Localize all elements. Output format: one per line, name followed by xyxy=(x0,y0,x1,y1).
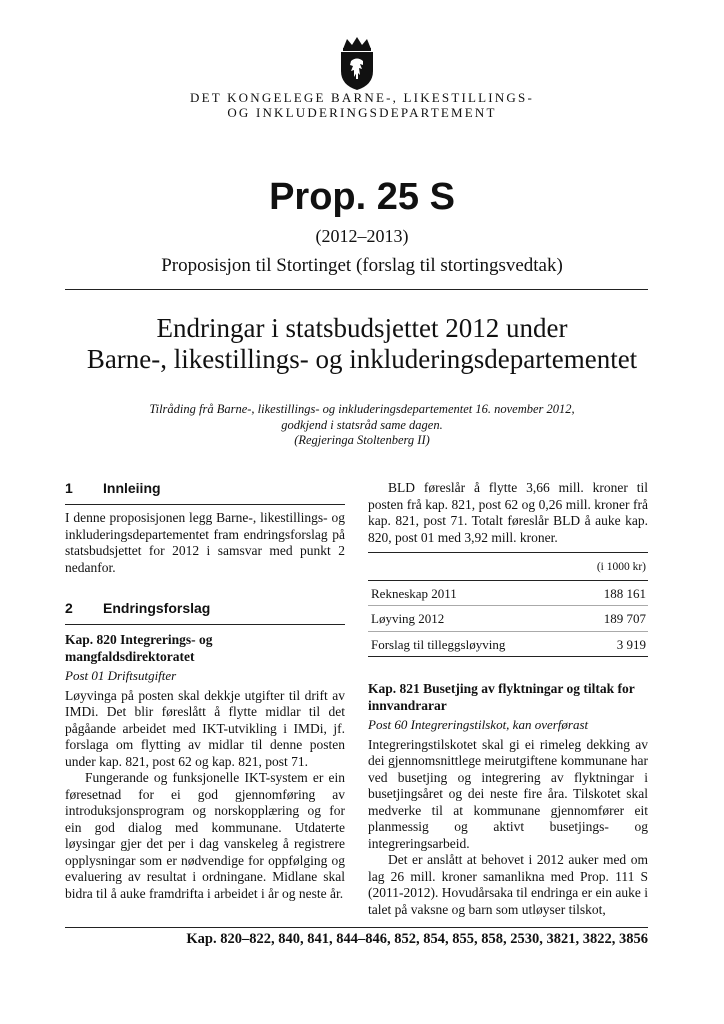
table-cell-label: Løyving 2012 xyxy=(371,611,445,626)
footer-divider xyxy=(65,927,648,928)
section-heading-endringsforslag xyxy=(65,600,345,625)
post-heading: Post 01 Driftsutgifter xyxy=(65,668,177,683)
section-title: Endringsforslag xyxy=(103,600,211,616)
table-cell-label: Forslag til tilleggsløyving xyxy=(371,636,506,652)
table-row xyxy=(368,605,648,631)
coat-of-arms-icon xyxy=(335,35,379,91)
proposition-subtitle: Proposisjon til Stortinget (forslag til stortingsvedtak) xyxy=(161,255,563,276)
top-divider xyxy=(65,289,648,290)
body-paragraph: Fungerande og funksjonelle IKT-system er ein føresetnad for ei god gjennomføring av introduksjonsprogram og norskopplæring og for ein god dialog med kommunane. Utdaterte løysingar gjer det per i dag vanskeleg å registrere opplysningar som er nødvendige for oppfølging og evaluering av resultat i ordningane. Midlane skal bidra til å auke framdrifta i arbeidet i år og neste år. xyxy=(65,770,345,901)
body-paragraph: Løyvinga på posten skal dekkje utgifter til drift av IMDi. Det blir føreslått å flytte midlar til det pågåande arbeidet med IKT-utvikling i IMDi, jf. forslaga om flytting av midlar til denne posten under kap. 821, post 62 og kap. 821, post 71. xyxy=(65,687,345,769)
table-row xyxy=(368,581,648,606)
main-title-line2: Barne-, likestillings- og inkluderingsdepartementet xyxy=(86,344,638,374)
table-cell-label: Rekneskap 2011 xyxy=(371,585,457,601)
section-title: Innleiing xyxy=(103,480,161,496)
department-name-line2: OG INKLUDERINGSDEPARTEMENT xyxy=(227,105,497,120)
post-heading: Post 60 Integreringstilskot, kan overførast xyxy=(368,717,589,732)
main-title-line1: Endringar i statsbudsjettet 2012 under xyxy=(156,313,568,343)
body-paragraph: Integreringstilskotet skal gi ei rimeleg dekking av dei gjennomsnittlege meirutgiftene kommunane har ved busetjing og integrering av flyktningar i busetjingsåret og dei neste fire åra. Tilskotet skal medverke til at kommunane gjennomfører eit planmessig og aktivt busetjings- og integreringsarbeid. xyxy=(368,736,648,851)
proposition-number: Prop. 25 S xyxy=(269,176,455,218)
right-column xyxy=(368,480,648,918)
body-paragraph: BLD føreslår å flytte 3,66 mill. kroner til posten frå kap. 821, post 62 og 0,26 mill. kroner frå kap. 821, post 71. Totalt føreslår BLD å auke kap. 820, post 01 med 3,92 mill. kroner. xyxy=(368,480,648,545)
chapter-heading: Kap. 820 Integrerings- og mangfaldsdirektoratet xyxy=(65,632,213,664)
recommendation-line1: Tilråding frå Barne-, likestillings- og inkluderingsdepartementet 16. november 2012, xyxy=(149,402,575,416)
intro-paragraph: I denne proposisjonen legg Barne-, likestillings- og inkluderingsdepartementet fram endringsforslag på statsbudsjettet for 2012 i samsvar med punkt 2 nedanfor. xyxy=(65,510,345,575)
footer-chapter-list: Kap. 820–822, 840, 841, 844–846, 852, 854, 855, 858, 2530, 3821, 3822, 3856 xyxy=(186,931,648,947)
section-heading-innleiing xyxy=(65,480,345,505)
left-column xyxy=(65,480,345,902)
budget-table xyxy=(368,552,648,657)
recommendation-line3: (Regjeringa Stoltenberg II) xyxy=(294,433,430,447)
table-cell-value: 188 161 xyxy=(603,585,646,601)
table-cell-value: 3 919 xyxy=(616,636,646,652)
body-paragraph: Det er anslått at behovet i 2012 auker med om lag 26 mill. kroner samanlikna med Prop. 111 S (2011-2012). Hovudårsaka til endringa er ein auke i talet på vaksne og barn som utløyser tilskot, xyxy=(368,852,648,917)
department-name-line1: DET KONGELEGE BARNE-, LIKESTILLINGS- xyxy=(190,90,534,105)
session-years: (2012–2013) xyxy=(315,226,409,246)
recommendation-line2: godkjend i statsråd same dagen. xyxy=(281,418,443,432)
section-number: 1 xyxy=(65,480,73,496)
table-row xyxy=(368,631,648,658)
table-cell-value: 189 707 xyxy=(603,611,646,626)
table-unit: (i 1000 kr) xyxy=(368,552,648,581)
section-number: 2 xyxy=(65,600,73,616)
chapter-heading: Kap. 821 Busetjing av flyktningar og tiltak for innvandrarar xyxy=(368,681,635,713)
